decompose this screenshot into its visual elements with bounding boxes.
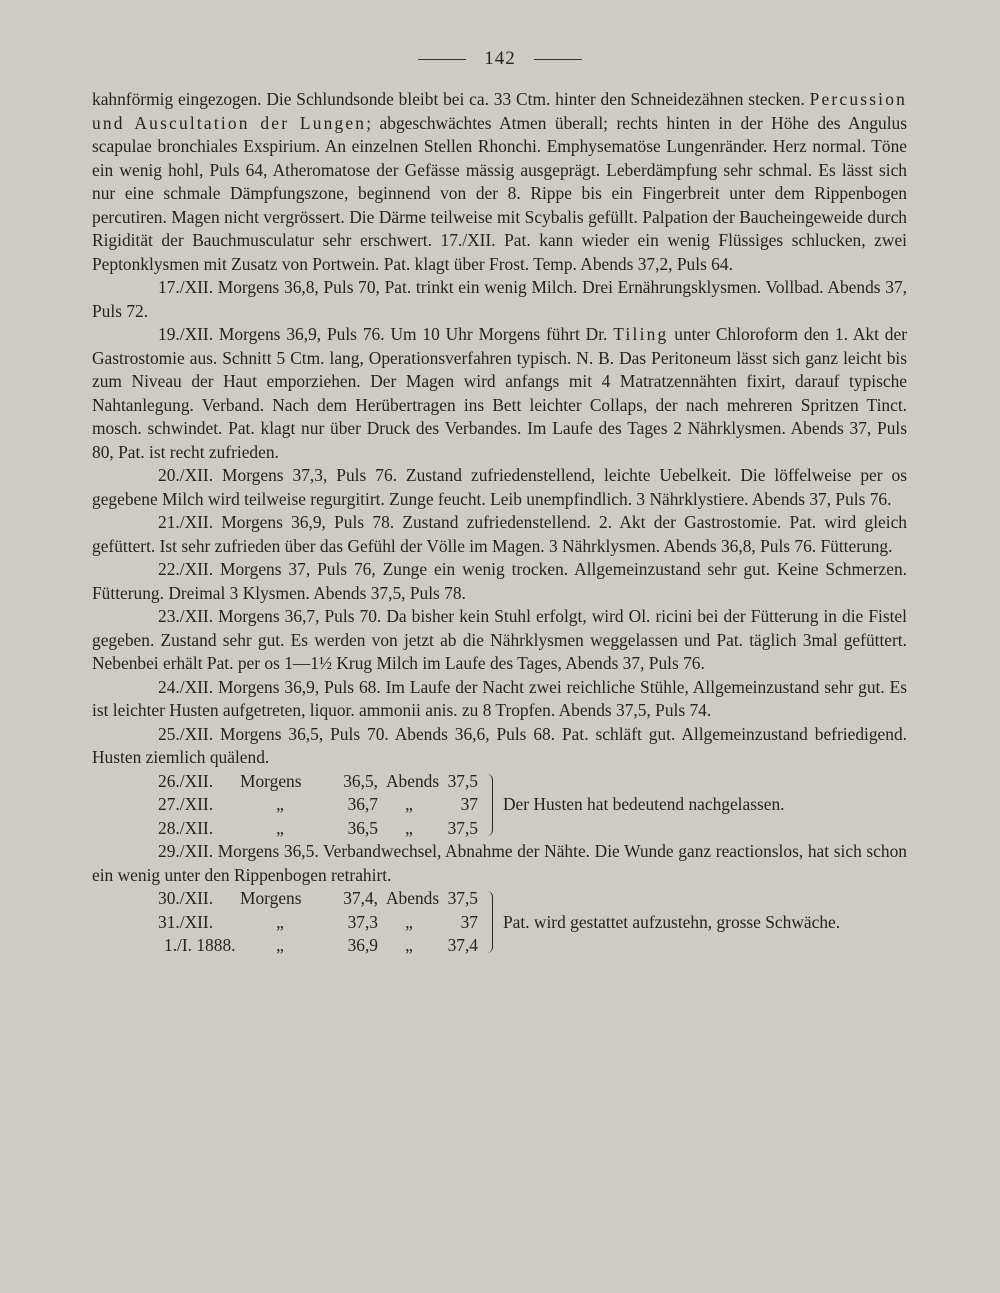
brace <box>484 891 493 953</box>
emphasis-tiling: Tiling <box>613 324 669 344</box>
entry-row: 28./XII. „ 36,5 „ 37,5 <box>158 817 478 838</box>
entry-row: 31./XII. „ 37,3 „ 37 <box>158 911 478 932</box>
page-body <box>92 88 907 958</box>
entry-lines <box>92 770 478 841</box>
paragraph-17-xii: 17./XII. Morgens 36,8, Puls 70, Pat. trinkt ein wenig Milch. Drei Ernährungsklysmen. Vollbad. Abends 37, Puls 72. <box>92 277 907 321</box>
page-number: 142 <box>484 48 516 69</box>
paragraph-19-xii: 19./XII. Morgens 36,9, Puls 76. Um 10 Uhr Morgens führt Dr. Tiling unter Chloroform den 1. Akt der Gastrostomie aus. Schnitt 5 Ctm. lang, Operationsverfahren typisch. N. B. Das Peritoneum lässt sich ganz leicht bis zum Niveau der Haut emporziehen. Der Magen wird anfangs mit 4 Matratzennähten fixirt, darauf typische Nahtanlegung. Verband. Nach dem Herübertragen ins Bett leichter Collaps, der nach mehreren Spritzen Tinct. mosch. schwindet. Pat. klagt nur über Druck des Verbandes. Im Laufe des Tages 2 Nährklysmen. Abends 37, Puls 80, Pat. ist recht zufrieden. <box>92 324 907 462</box>
paragraph-29-xii: 29./XII. Morgens 36,5. Verbandwechsel, Abnahme der Nähte. Die Wunde ganz reactionslos, hat sich schon ein wenig unter den Rippenbogen retrahirt. <box>92 841 907 885</box>
entry-lines <box>92 887 478 958</box>
entry-note: Pat. wird gestattet aufzustehn, grosse Schwäche. <box>503 911 841 932</box>
brace <box>484 774 493 836</box>
paragraph-24-xii: 24./XII. Morgens 36,9, Puls 68. Im Laufe der Nacht zwei reichliche Stühle, Allgemeinzustand sehr gut. Es ist leichter Husten aufgetreten, liquor. ammonii anis. zu 8 Tropfen. Abends 37,5, Puls 74. <box>92 676 907 720</box>
paragraph-20-xii: 20./XII. Morgens 37,3, Puls 76. Zustand zufriedenstellend, leichte Uebelkeit. Die löffelweise per os gegebene Milch wird teilweise regurgitirt. Zunge feucht. Leib unempfindlich. 3 Nährklystiere. Abends 37, Puls 76. <box>92 465 907 509</box>
paragraph-1: kahnförmig eingezogen. Die Schlundsonde bleibt bei ca. 33 Ctm. hinter den Schneidezähnen stecken. Percussion und Auscultation der Lungen; abgeschwächtes Atmen überall; rechts hinten in der Höhe des Angulus scapulae bronchiales Exspirium. An einzelnen Stellen Rhonchi. Emphysematöse Lungenränder. Herz normal. Töne ein wenig hohl, Puls 64, Atheromatose der Gefässe mässig ausgeprägt. Leberdämpfung sehr schmal. Es lässt sich nur eine schmale Dämpfungszone, beginnend von der 8. Rippe bis ein Fingerbreit unter dem Rippenbogen percutiren. Magen nicht vergrössert. Die Därme teilweise mit Scybalis gefüllt. Palpation der Baucheingeweide durch Rigidität der Bauchmusculatur sehr erschwert. 17./XII. Pat. kann wieder ein wenig Flüssiges schlucken, zwei Peptonklysmen mit Zusatz von Portwein. Pat. klagt über Frost. Temp. Abends 37,2, Puls 64. <box>92 89 907 274</box>
entry-row: 27./XII. „ 36,7 „ 37 <box>158 794 478 814</box>
entry-row: 30./XII. Morgens 37,4, Abends 37,5 <box>158 888 478 908</box>
paragraph-21-xii: 21./XII. Morgens 36,9, Puls 78. Zustand zufriedenstellend. 2. Akt der Gastrostomie. Pat. wird gleich gefüttert. Ist sehr zufrieden über das Gefühl der Völle im Magen. 3 Nährklysmen. Abends 36,8, Puls 76. Fütterung. <box>92 512 907 556</box>
paragraph-22-xii: 22./XII. Morgens 37, Puls 76, Zunge ein wenig trocken. Allgemeinzustand sehr gut. Keine Schmerzen. Fütterung. Dreimal 3 Klysmen. Abends 37,5, Puls 78. <box>92 559 907 603</box>
emphasis-percussion: Percussion und Auscultation der Lungen <box>92 89 907 133</box>
paragraph-25-xii: 25./XII. Morgens 36,5, Puls 70. Abends 36,6, Puls 68. Pat. schläft gut. Allgemeinzustand befriedigend. Husten ziemlich quälend. <box>92 723 907 767</box>
page-header <box>0 48 1000 70</box>
entry-group-26-28-xii <box>92 770 907 841</box>
paragraph-23-xii: 23./XII. Morgens 36,7, Puls 70. Da bisher kein Stuhl erfolgt, wird Ol. ricini bei der Fütterung in die Fistel gegeben. Zustand sehr gut. Es werden von jetzt ab die Nährklysmen weggelassen und Pat. täglich 3mal gefüttert. Nebenbei erhält Pat. per os 1—1½ Krug Milch im Laufe des Tages, Abends 37, Puls 76. <box>92 606 907 673</box>
entry-row: 1./I. 1888. „ 36,9 „ 37,4 <box>164 935 478 955</box>
header-rule-left <box>418 59 466 60</box>
entry-note: Der Husten hat bedeutend nachgelassen. <box>503 794 785 814</box>
entry-row: 26./XII. Morgens 36,5, Abends 37,5 <box>158 770 478 791</box>
header-rule-right <box>534 59 582 60</box>
entry-group-30-xii-1-i <box>92 887 907 958</box>
